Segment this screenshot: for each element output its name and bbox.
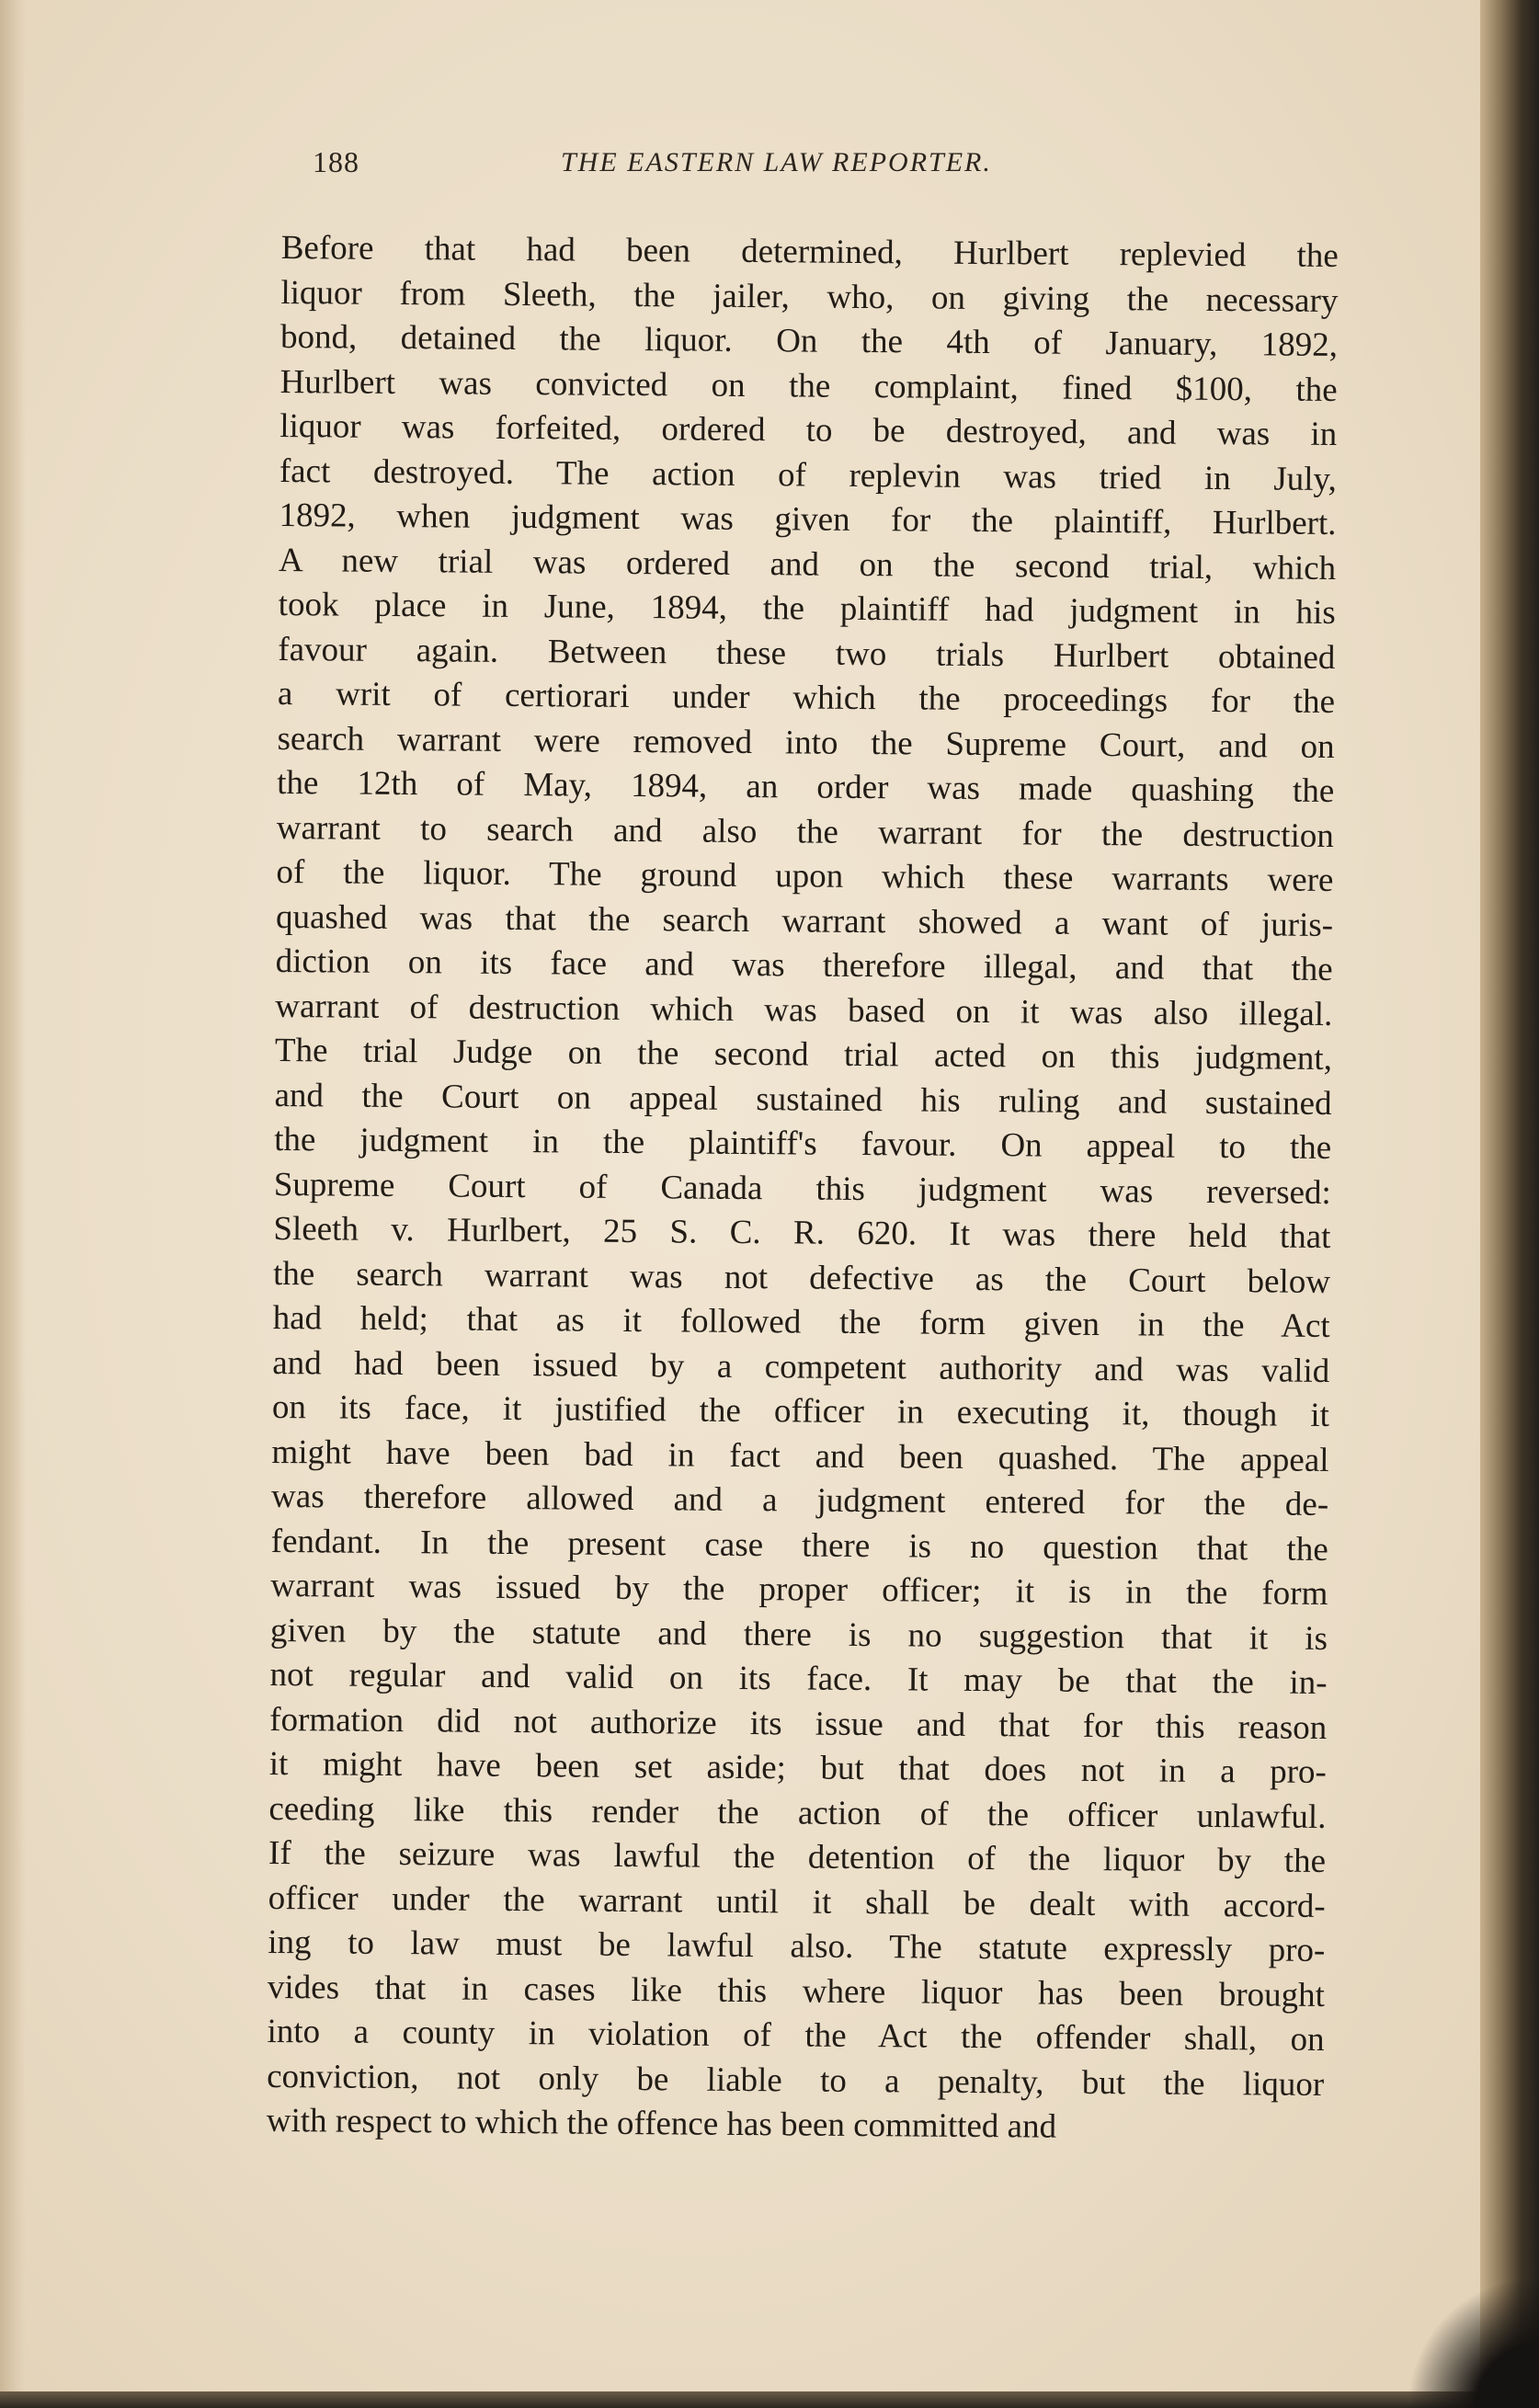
page-number: 188 — [313, 145, 359, 178]
text-line: and had been issued by a competent authority and was valid — [272, 1343, 1330, 1390]
text-line: fact destroyed. The action of replevin was tried in July, — [279, 451, 1338, 498]
text-line: given by the statute and there is no suggestion that it is — [269, 1611, 1328, 1658]
text-line: had held; that as it followed the form given in the Act — [272, 1298, 1330, 1345]
text-line: quashed was that the search warrant showed a want of juris- — [275, 897, 1334, 944]
text-line: not regular and valid on its face. It may be that the in- — [269, 1655, 1328, 1702]
text-line: it might have been set aside; but that does not in a pro- — [268, 1744, 1327, 1791]
text-line: Before that had been determined, Hurlbert replevied the — [280, 228, 1339, 276]
text-line: fendant. In the present case there is no question that the — [270, 1522, 1328, 1569]
page-gutter-left — [0, 0, 26, 2408]
text-line: of the liquor. The ground upon which these warrants were — [276, 852, 1334, 900]
text-line: vides that in cases like this where liquor has been brought — [267, 1968, 1326, 2014]
text-line: ing to law must be lawful also. The statute expressly pro- — [268, 1923, 1326, 1969]
text-line: might have been bad in fact and been quashed. The appeal — [271, 1432, 1329, 1479]
text-line: officer under the warrant until it shall be dealt with accord- — [268, 1878, 1326, 1925]
text-line: If the seizure was lawful the detention of the liquor by the — [268, 1833, 1327, 1880]
text-line: warrant was issued by the proper officer; it is in the form — [270, 1566, 1328, 1613]
page-edge-bottom — [0, 2391, 1539, 2408]
text-line: search warrant were removed into the Supreme Court, and on — [277, 719, 1335, 766]
page-edge-right — [1480, 0, 1539, 2408]
text-line: 1892, when judgment was given for the plaintiff, Hurlbert. — [279, 496, 1337, 543]
text-line: formation did not authorize its issue and that for this reason — [269, 1700, 1328, 1747]
text-line: bond, detained the liquor. On the 4th of January, 1892, — [279, 317, 1339, 365]
text-line: with respect to which the offence has been committed and — [266, 2101, 1057, 2146]
text-line: the 12th of May, 1894, an order was made quashing the — [277, 763, 1335, 811]
text-line: warrant of destruction which was based on it was also illegal. — [275, 987, 1333, 1033]
text-line: and the Court on appeal sustained his ruling and sustained — [274, 1076, 1332, 1123]
text-line: took place in June, 1894, the plaintiff had judgment in his — [278, 585, 1336, 633]
text-line: liquor was forfeited, ordered to be destroyed, and was in — [279, 406, 1338, 454]
corner-shadow — [1410, 2279, 1539, 2408]
text-line: diction on its face and was therefore illegal, and that the — [275, 942, 1333, 989]
journal-title: THE EASTERN LAW REPORTER. — [561, 147, 992, 177]
text-line: favour again. Between these two trials Hurlbert obtained — [278, 630, 1336, 677]
text-line: Sleeth v. Hurlbert, 25 S. C. R. 620. It was there held that — [273, 1209, 1331, 1256]
text-line: Supreme Court of Canada this judgment was reversed: — [273, 1165, 1331, 1212]
text-line: The trial Judge on the second trial acted on this judgment, — [274, 1031, 1333, 1078]
text-line: into a county in violation of the Act the offender shall, on — [267, 2012, 1325, 2059]
text-line: Hurlbert was convicted on the complaint, fined $100, the — [279, 362, 1338, 409]
text-line: was therefore allowed and a judgment entered for the de- — [270, 1477, 1329, 1524]
text-line: conviction, not only be liable to a penalty, but the liquor — [267, 2057, 1325, 2104]
text-line: A new trial was ordered and on the second trial, which — [278, 541, 1337, 588]
text-line: a writ of certiorari under which the proceedings for the — [277, 674, 1336, 722]
running-head — [313, 138, 1122, 193]
text-line: the search warrant was not defective as the Court below — [272, 1254, 1331, 1301]
text-line: ceeding like this render the action of the officer unlawful. — [268, 1789, 1327, 1836]
body-text — [267, 226, 1339, 2151]
text-line: warrant to search and also the warrant for the destruction — [276, 808, 1334, 855]
text-line: liquor from Sleeth, the jailer, who, on giving the necessary — [280, 273, 1339, 320]
text-line: on its face, it justified the officer in executing it, though it — [271, 1387, 1330, 1434]
text-line: the judgment in the plaintiff's favour. On appeal to the — [274, 1120, 1332, 1168]
